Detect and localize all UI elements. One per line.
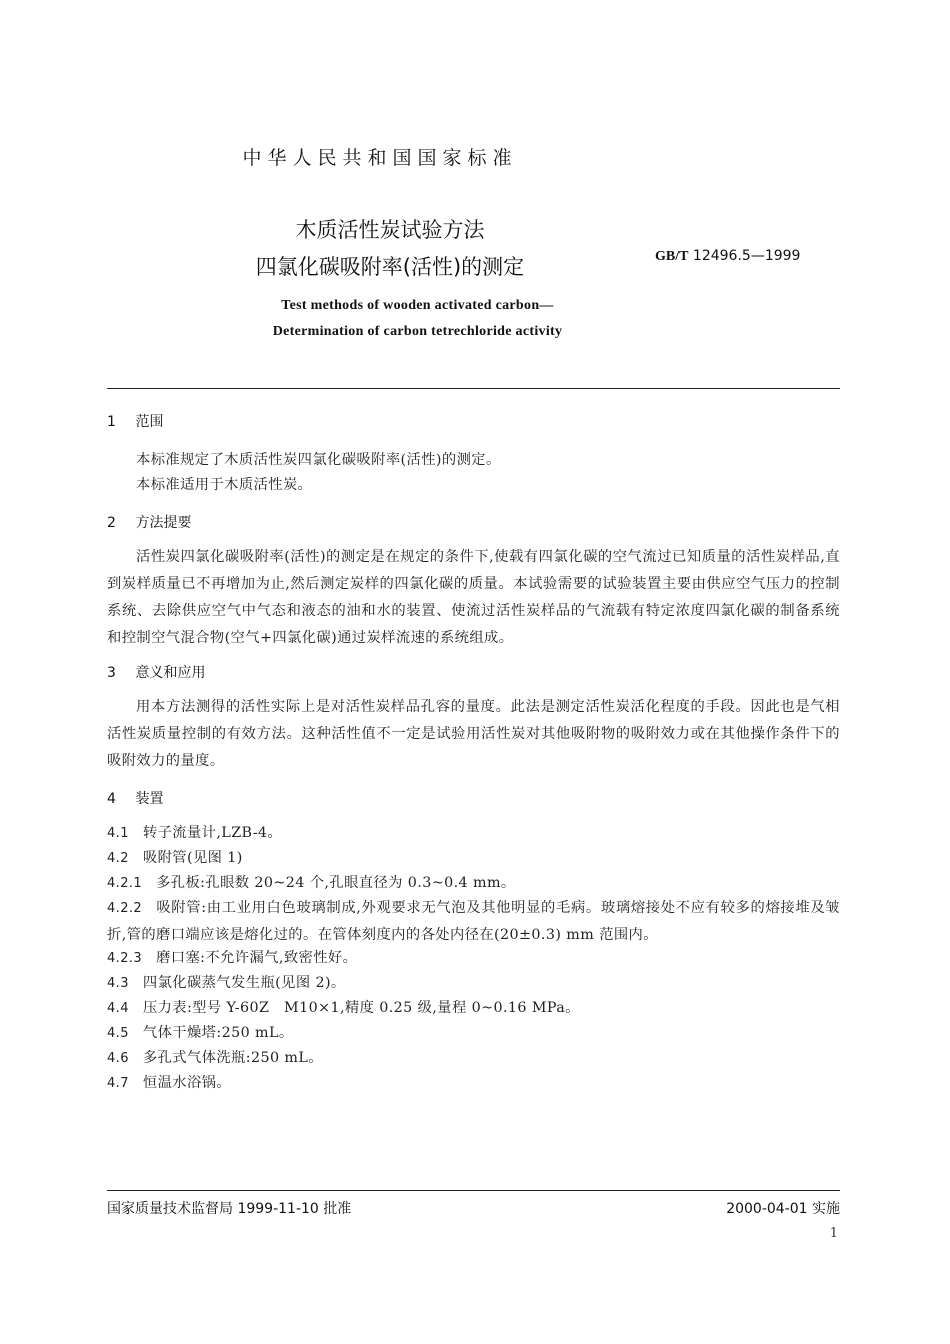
- clause-text: 多孔式气体洗瓶:250 mL。: [142, 1050, 323, 1066]
- clause-number: 4.4: [107, 1001, 129, 1016]
- section-1-line-2: 本标准适用于木质活性炭。: [136, 477, 313, 493]
- clause-number: 4.7: [107, 1076, 129, 1091]
- section-title: 装置: [135, 791, 164, 807]
- section-number: 2: [107, 515, 116, 531]
- implementation-date: 2000-04-01 实施: [726, 1201, 840, 1217]
- clause-text: 压力表:型号 Y-60Z M10×1,精度 0.25 级,量程 0~0.16 MPa。: [142, 1000, 580, 1016]
- section-3-heading: [107, 662, 205, 682]
- section-4-heading: [107, 788, 163, 808]
- title-cn-line-1: 木质活性炭试验方法: [295, 218, 485, 242]
- title-cn-line-2: 四氯化碳吸附率(活性)的测定: [255, 255, 525, 279]
- standard-code: 12496.5—1999: [692, 248, 801, 264]
- section-1-heading: [107, 411, 163, 431]
- section-number: 3: [107, 665, 116, 681]
- clause-number: 4.2: [107, 851, 129, 866]
- section-number: 4: [107, 791, 116, 807]
- clause-text: 四氯化碳蒸气发生瓶(见图 2)。: [142, 975, 346, 991]
- section-2-paragraph: 活性炭四氯化碳吸附率(活性)的测定是在规定的条件下,使载有四氯化碳的空气流过已知质量的活性炭样品,直到炭样质量已不再增加为止,然后测定炭样的四氯化碳的质量。本试验需要的试验装置主要由供应空气压力的控制系统、去除供应空气中气态和液态的油和水的装置、使流过活性炭样品的气流载有特定浓度四氯化碳的制备系统和控制空气混合物(空气+四氯化碳)通过炭样流速的系统组成。: [107, 549, 840, 646]
- clause-4-2-1: [107, 870, 840, 897]
- standard-number: [655, 248, 800, 265]
- clause-number: 4.3: [107, 976, 129, 991]
- clause-4-7: [107, 1070, 840, 1097]
- clause-number: 4.5: [107, 1026, 129, 1041]
- clause-text: 转子流量计,LZB-4。: [142, 825, 283, 841]
- clause-text: 恒温水浴锅。: [142, 1075, 232, 1091]
- clause-text: 吸附管:由工业用白色玻璃制成,外观要求无气泡及其他明显的毛病。玻璃熔接处不应有较多的熔接堆及皱折,管的磨口端应该是熔化过的。在管体刻度内的各处内径在(20±0.3) mm 范围内。: [107, 900, 840, 943]
- clause-number: 4.2.1: [107, 876, 143, 891]
- section-2-heading: [107, 512, 191, 532]
- section-number: 1: [107, 414, 116, 430]
- clause-number: 4.2.2: [107, 901, 143, 916]
- clause-text: 磨口塞:不允许漏气,致密性好。: [156, 950, 358, 966]
- clause-4-2-2: [107, 895, 840, 949]
- clause-4-3: [107, 970, 840, 997]
- clause-4-2: [107, 845, 840, 872]
- section-title: 范围: [135, 414, 164, 430]
- title-en-line-1: Test methods of wooden activated carbon—: [281, 298, 554, 313]
- clause-number: 4.1: [107, 826, 129, 841]
- clause-text: 吸附管(见图 1): [142, 850, 243, 866]
- standard-header: 中华人民共和国国家标准: [242, 147, 518, 169]
- page-number: 1: [829, 1226, 838, 1241]
- section-title: 意义和应用: [135, 665, 206, 681]
- section-3-paragraph: 用本方法测得的活性实际上是对活性炭样品孔容的量度。此法是测定活性炭活化程度的手段。因此也是气相活性炭质量控制的有效方法。这种活性值不一定是试验用活性炭对其他吸附物的吸附效力或在其他操作条件下的吸附效力的量度。: [107, 699, 840, 769]
- clause-text: 多孔板:孔眼数 20~24 个,孔眼直径为 0.3~0.4 mm。: [156, 875, 516, 891]
- clause-4-1: [107, 820, 840, 847]
- approval-date: 国家质量技术监督局 1999-11-10 批准: [107, 1201, 352, 1217]
- clause-number: 4.2.3: [107, 951, 143, 966]
- header-rule: [107, 388, 840, 389]
- clause-4-4: [107, 995, 840, 1022]
- clause-number: 4.6: [107, 1051, 129, 1066]
- clause-4-5: [107, 1020, 840, 1047]
- clause-4-2-3: [107, 945, 840, 972]
- footer-rule: [107, 1190, 840, 1191]
- title-en-line-2: Determination of carbon tetrechloride activity: [272, 324, 563, 339]
- clause-text: 气体干燥塔:250 mL。: [142, 1025, 294, 1041]
- standard-prefix: GB/T: [655, 249, 689, 264]
- section-title: 方法提要: [135, 515, 192, 531]
- clause-4-6: [107, 1045, 840, 1072]
- section-1-line-1: 本标准规定了木质活性炭四氯化碳吸附率(活性)的测定。: [136, 452, 501, 468]
